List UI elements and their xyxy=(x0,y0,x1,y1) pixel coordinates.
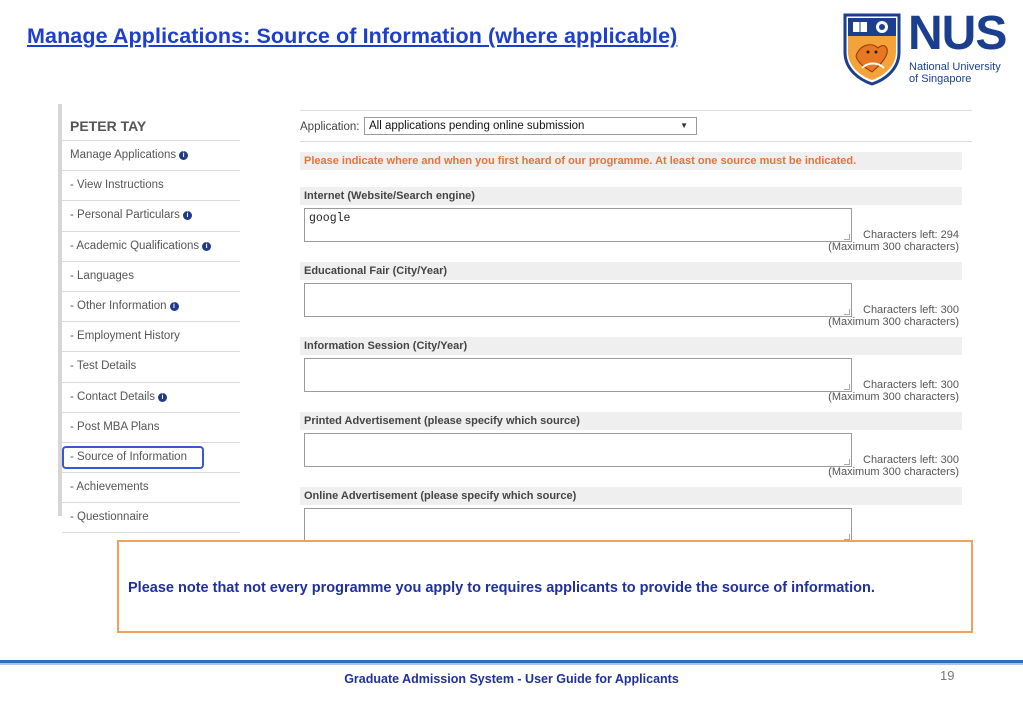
sidebar-item-label: - Other Information xyxy=(70,299,167,312)
source-field xyxy=(300,187,962,262)
info-icon[interactable]: i xyxy=(158,393,167,402)
note-callout xyxy=(117,540,973,633)
source-field xyxy=(300,412,962,487)
source-field xyxy=(300,262,962,337)
sidebar-item[interactable] xyxy=(62,322,240,352)
sidebar-item[interactable] xyxy=(62,352,240,382)
selection-highlight xyxy=(62,446,204,469)
max-characters-note: (Maximum 300 characters) xyxy=(828,316,959,328)
field-textarea[interactable] xyxy=(304,358,852,392)
characters-left: Characters left: 300 xyxy=(863,379,959,391)
sidebar-item-label: - Personal Particulars xyxy=(70,209,180,222)
sidebar-item-label: - Source of Information xyxy=(70,450,187,463)
page-number: 19 xyxy=(940,668,955,683)
sidebar-item-label: - Employment History xyxy=(70,330,180,343)
field-value: google xyxy=(309,212,351,225)
field-label: Internet (Website/Search engine) xyxy=(300,187,962,205)
sidebar-item[interactable] xyxy=(62,473,240,503)
application-selector-row xyxy=(300,110,972,142)
footer-text: Graduate Admission System - User Guide for Applicants xyxy=(344,672,679,686)
application-selected-value: All applications pending online submission xyxy=(369,120,585,132)
application-screenshot xyxy=(58,104,978,524)
application-select[interactable] xyxy=(364,117,697,135)
field-textarea[interactable] xyxy=(304,208,852,242)
sidebar-item[interactable] xyxy=(62,443,240,473)
sidebar-item[interactable] xyxy=(62,292,240,322)
characters-left: Characters left: 300 xyxy=(863,304,959,316)
sidebar-menu xyxy=(62,141,240,533)
field-label: Information Session (City/Year) xyxy=(300,337,962,355)
sidebar-item-label: - Languages xyxy=(70,269,134,282)
max-characters-note: (Maximum 300 characters) xyxy=(828,241,959,253)
callout-text: Please note that not every programme you apply to requires applicants to provide the source of information. xyxy=(128,580,875,596)
field-textarea[interactable] xyxy=(304,283,852,317)
sidebar-item[interactable] xyxy=(62,503,240,533)
field-label: Educational Fair (City/Year) xyxy=(300,262,962,280)
sidebar-item-label: - Post MBA Plans xyxy=(70,420,160,433)
info-icon[interactable]: i xyxy=(170,302,179,311)
sidebar-item[interactable] xyxy=(62,413,240,443)
info-icon[interactable]: i xyxy=(179,151,188,160)
footer-divider-accent xyxy=(0,663,1023,665)
nus-logo xyxy=(842,7,1012,88)
characters-left: Characters left: 294 xyxy=(863,229,959,241)
sidebar-item[interactable] xyxy=(62,262,240,292)
main-panel xyxy=(300,104,972,516)
sidebar-user-name: PETER TAY xyxy=(62,104,240,141)
sidebar-item-label: - Academic Qualifications xyxy=(70,239,200,252)
sidebar-item[interactable] xyxy=(62,171,240,201)
slide-title: Manage Applications: Source of Information (where applicable) xyxy=(27,24,678,48)
sidebar xyxy=(58,104,240,524)
sidebar-item-label: Manage Applications xyxy=(70,149,177,161)
field-label: Online Advertisement (please specify which source) xyxy=(300,487,962,505)
field-textarea[interactable] xyxy=(304,433,852,467)
nus-subtitle-line2: of Singapore xyxy=(909,73,972,85)
dropdown-caret-icon: ▼ xyxy=(680,121,688,130)
field-textarea[interactable] xyxy=(304,508,852,542)
instruction-notice: Please indicate where and when you first heard of our programme. At least one source must be indicated. xyxy=(300,152,962,170)
resize-grip-icon[interactable] xyxy=(844,459,850,465)
application-label: Application: xyxy=(300,121,360,133)
sidebar-item-label: - Achievements xyxy=(70,481,149,494)
sidebar-item-label: - View Instructions xyxy=(70,179,164,192)
sidebar-item[interactable] xyxy=(62,383,240,413)
characters-left: Characters left: 300 xyxy=(863,454,959,466)
sidebar-item-label: - Contact Details xyxy=(70,390,156,403)
sidebar-item[interactable] xyxy=(62,201,240,231)
sidebar-item-label: - Questionnaire xyxy=(70,511,149,524)
sidebar-item-label: - Test Details xyxy=(70,360,137,373)
nus-subtitle-line1: National University xyxy=(909,61,1001,73)
info-icon[interactable]: i xyxy=(183,211,192,220)
resize-grip-icon[interactable] xyxy=(844,309,850,315)
max-characters-note: (Maximum 300 characters) xyxy=(828,391,959,403)
field-label: Printed Advertisement (please specify which source) xyxy=(300,412,962,430)
sidebar-item[interactable] xyxy=(62,232,240,262)
source-field xyxy=(300,337,962,412)
resize-grip-icon[interactable] xyxy=(844,234,850,240)
info-icon[interactable]: i xyxy=(202,242,211,251)
max-characters-note: (Maximum 300 characters) xyxy=(828,466,959,478)
sidebar-item[interactable] xyxy=(62,141,240,171)
resize-grip-icon[interactable] xyxy=(844,384,850,390)
nus-subtitle xyxy=(909,61,1019,85)
nus-wordmark: NUS xyxy=(908,7,1007,60)
nus-crest-icon xyxy=(842,12,902,86)
